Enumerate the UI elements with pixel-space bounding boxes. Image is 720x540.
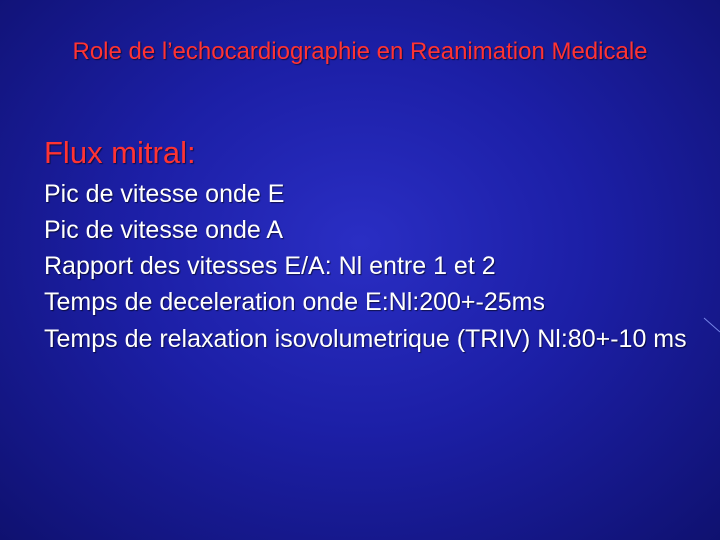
slide-title: Role de l’echocardiographie en Reanimation Medicale bbox=[72, 38, 648, 65]
section-heading: Flux mitral: bbox=[44, 135, 196, 170]
bullet-item: Temps de deceleration onde E:Nl:200+-25ms bbox=[44, 288, 545, 316]
bullet-list bbox=[44, 180, 694, 362]
bullet-item: Pic de vitesse onde A bbox=[44, 216, 284, 244]
bullet-item: Rapport des vitesses E/A: Nl entre 1 et 2 bbox=[44, 252, 496, 280]
bullet-item: Temps de relaxation isovolumetrique (TRIV) Nl:80+-10 ms bbox=[44, 325, 687, 353]
bullet-item: Pic de vitesse onde E bbox=[44, 180, 285, 208]
